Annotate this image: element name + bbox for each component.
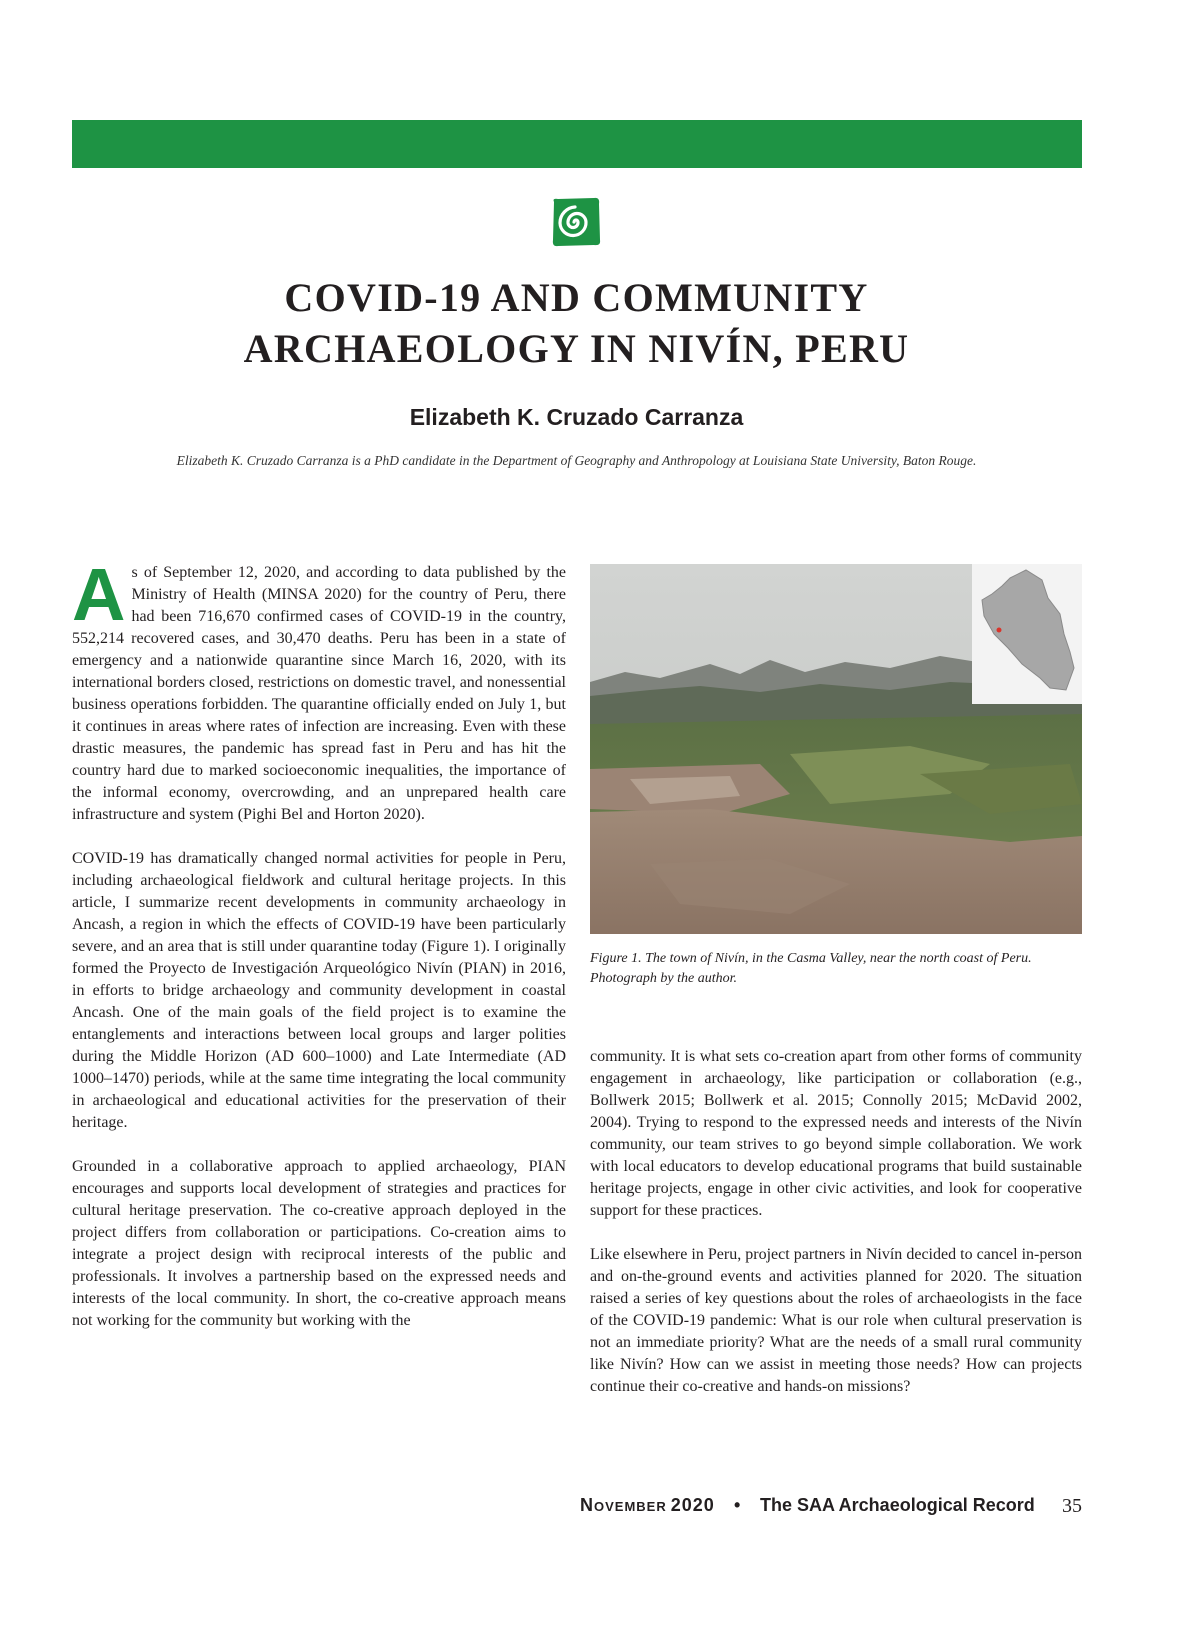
paragraph — [72, 553, 566, 826]
paragraph: Like elsewhere in Peru, project partners in Nivín decided to cancel in-person and on-the-ground events and activities planned for 2020. The situation raised a series of key questions about the roles of archaeologists in the face of the COVID-19 pandemic: What is our role when cultural preservation is not an immediate priority? What are the needs of a small rural community like Nivín? How can we assist in meeting those needs? How can projects continue their co-creative and hands-on missions? — [590, 1246, 1082, 1395]
title-line-2: ARCHAEOLOGY IN NIVÍN, PERU — [243, 326, 910, 371]
author-affiliation: Elizabeth K. Cruzado Carranza is a PhD candidate in the Department of Geography and Anthropology at Louisiana State University, Baton Rouge. — [176, 453, 977, 468]
footer-date — [580, 1495, 715, 1516]
location-marker — [997, 628, 1002, 633]
footer-journal: The SAA Archaeological Record — [760, 1495, 1035, 1515]
title-line-1: COVID-19 AND COMMUNITY — [284, 275, 869, 320]
paragraph-text: s of September 12, 2020, and according to data published by the Ministry of Health (MINSA 2020) for the country of Peru, there had been 716,670 confirmed cases of COVID-19 in the country, 552,214 recovered cases, and 30,470 deaths. Peru has been in a state of emergency and a nationwide quarantine since March 16, 2020, with its international borders closed, restrictions on domestic travel, and nonessential business operations forbidden. The quarantine officially ended on July 1, but it continues in areas where rates of infection are increasing. Even with these drastic measures, the pandemic has spread fast in Peru and has hit the country hard due to marked socioeconomic inequalities, the importance of the informal economy, overcrowding, and an unprepared health care infrastructure and system (Pighi Bel and Horton 2020). — [72, 564, 566, 823]
page-number: 35 — [1062, 1495, 1082, 1517]
figure-1-photo — [590, 564, 1082, 934]
paragraph: community. It is what sets co-creation apart from other forms of community engagement in archaeology, like participation or collaboration (e.g., Bollwerk 2015; Bollwerk et al. 2015; Connolly 2015; McDavid 2002, 2004). Trying to respond to the expressed needs and interests of the Nivín community, our team strives to go beyond simple collaboration. We work with local educators to develop educational programs that build sustainable heritage projects, engage in other civic activities, and look for cooperative support for these practices. — [590, 1048, 1082, 1219]
paragraph: Grounded in a collaborative approach to applied archaeology, PIAN encourages and supports local development of strategies and practices for cultural heritage preservation. The co-creative approach deployed in the project differs from collaboration or participations. Co-creation aims to integrate a project design with reciprocal interests of the public and professionals. It involves a partnership based on the expressed needs and interests of the local community. In short, the co-creative approach means not working for the community but working with the — [72, 1158, 566, 1329]
spiral-logo-icon — [550, 196, 602, 248]
left-column — [72, 553, 566, 1332]
header-green-bar — [72, 120, 1082, 168]
footer-month: November — [580, 1495, 667, 1515]
article-title — [100, 272, 1053, 374]
figure-caption: Figure 1. The town of Nivín, in the Casma Valley, near the north coast of Peru. Photograph by the author. — [590, 951, 1032, 986]
author-name: Elizabeth K. Cruzado Carranza — [409, 404, 744, 430]
footer-bullet: • — [734, 1495, 741, 1515]
right-column — [590, 1046, 1082, 1398]
footer-year: 2020 — [670, 1495, 715, 1515]
page-footer — [580, 1493, 1082, 1523]
paragraph: COVID-19 has dramatically changed normal activities for people in Peru, including archaeological fieldwork and cultural heritage projects. In this article, I summarize recent developments in community archaeology in Ancash, a region in which the effects of COVID-19 have been particularly severe, and an area that is still under quarantine today (Figure 1). I originally formed the Proyecto de Investigación Arqueológico Nivín (PIAN) in 2016, in efforts to bridge archaeology and community development in coastal Ancash. One of the main goals of the field project is to examine the entanglements and interactions between local groups and larger polities during the Middle Horizon (AD 600–1000) and Late Intermediate (AD 1000–1470) periods, while at the same time integrating the local community in archaeological and educational activities for the preservation of their heritage. — [72, 850, 566, 1131]
drop-cap: A — [72, 553, 126, 636]
